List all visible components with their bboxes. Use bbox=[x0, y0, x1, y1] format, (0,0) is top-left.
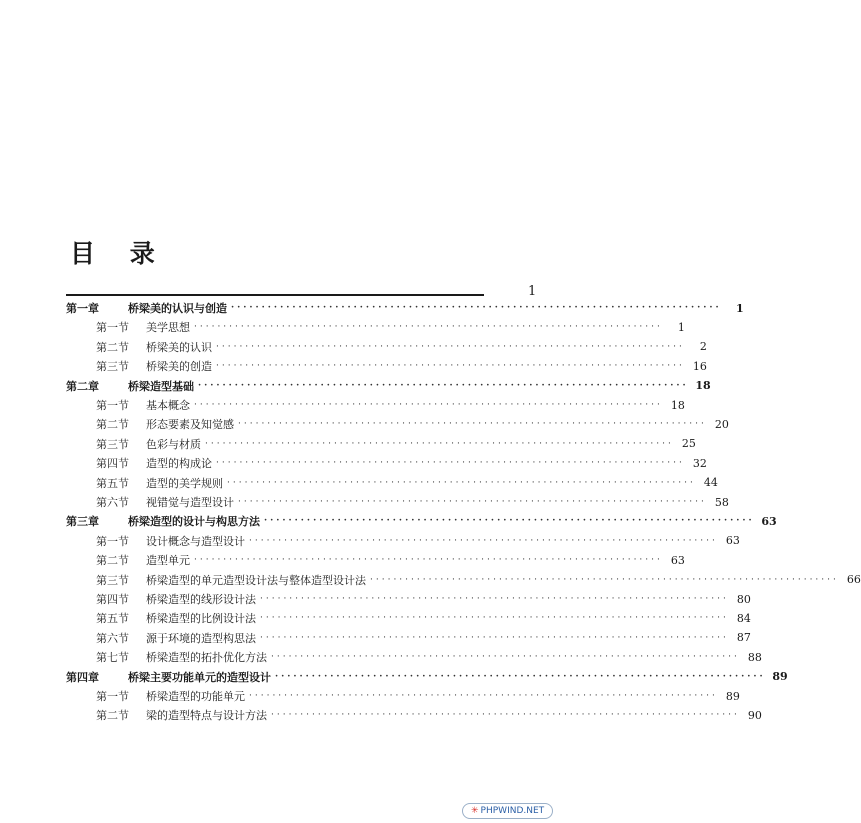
toc-entry-number: 第三节 bbox=[96, 437, 129, 451]
toc-leader-dots: ················································································ bbox=[194, 322, 663, 333]
toc-leader-dots: ················································································ bbox=[271, 710, 740, 721]
toc-entry-page: 63 bbox=[725, 534, 740, 548]
toc-section-row bbox=[96, 688, 740, 704]
toc-leader-dots: ················································································ bbox=[194, 400, 663, 410]
toc-entry-title: 造型单元 bbox=[146, 554, 190, 568]
toc-entry-title: 美学思想 bbox=[146, 321, 190, 335]
toc-entry-title: 桥梁造型的线形设计法 bbox=[146, 593, 256, 606]
toc-chapter-row bbox=[66, 513, 777, 529]
toc-leader-dots: ················································································ bbox=[275, 671, 766, 682]
toc-chapter-row bbox=[66, 669, 788, 685]
toc-entry-title: 造型的构成论 bbox=[146, 457, 212, 471]
toc-entry-number: 第四节 bbox=[96, 593, 129, 606]
toc-entry-title: 桥梁造型基础 bbox=[128, 379, 194, 393]
toc-leader-dots: ················································································ bbox=[249, 535, 718, 546]
toc-leader-dots: ················································································ bbox=[260, 613, 729, 624]
toc-section-row bbox=[96, 572, 861, 588]
toc-leader-dots: ················································································ bbox=[238, 419, 707, 430]
toc-leader-dots: ················································································ bbox=[216, 361, 685, 372]
toc-chapter-row bbox=[66, 378, 711, 394]
toc-entry-number: 第七节 bbox=[96, 651, 129, 665]
toc-entry-number: 第五节 bbox=[96, 612, 129, 626]
toc-entry-page: 89 bbox=[772, 670, 788, 684]
toc-entry-page: 20 bbox=[714, 417, 729, 431]
star-icon: ✳ bbox=[471, 806, 479, 816]
toc-entry-number: 第三章 bbox=[66, 515, 99, 529]
toc-leader-dots: ················································································ bbox=[260, 632, 729, 643]
toc-leader-dots: ················································································ bbox=[271, 652, 740, 663]
toc-entry-page: 80 bbox=[736, 592, 751, 606]
toc-entry-page: 16 bbox=[692, 359, 707, 373]
toc-entry-page: 88 bbox=[747, 650, 762, 664]
toc-entry-page: 84 bbox=[736, 611, 751, 625]
toc-entry-page: 32 bbox=[692, 456, 707, 470]
toc-leader-dots: ················································································ bbox=[216, 341, 685, 352]
toc-entry-title: 桥梁美的认识 bbox=[146, 340, 212, 354]
toc-entry-title: 桥梁造型的设计与构思方法 bbox=[128, 515, 260, 529]
toc-section-row bbox=[96, 707, 762, 723]
toc-section-row bbox=[96, 436, 696, 452]
toc-section-row bbox=[96, 339, 707, 355]
toc-entry-title: 源于环境的造型构思法 bbox=[146, 631, 256, 645]
toc-entry-title: 造型的美学规则 bbox=[146, 476, 223, 490]
toc-entry-number: 第六节 bbox=[96, 631, 129, 645]
toc-entry-page: 63 bbox=[670, 553, 685, 567]
toc-entry-number: 第二节 bbox=[96, 418, 129, 432]
toc-entry-title: 视错觉与造型设计 bbox=[146, 496, 234, 509]
toc-entry-number: 第一节 bbox=[96, 399, 129, 412]
toc-entry-number: 第五节 bbox=[96, 476, 129, 490]
toc-entry-page: 18 bbox=[670, 398, 685, 412]
toc-entry-page: 1 bbox=[677, 320, 685, 334]
toc-section-row bbox=[96, 397, 685, 413]
toc-leader-dots: ················································································ bbox=[231, 303, 722, 313]
watermark-logo bbox=[462, 803, 553, 819]
toc-entry-title: 形态要素及知觉感 bbox=[146, 418, 234, 432]
toc-entry-number: 第二节 bbox=[96, 709, 129, 723]
toc-entry-number: 第四节 bbox=[96, 457, 129, 471]
toc-entry-number: 第二节 bbox=[96, 340, 129, 354]
toc-entry-title: 桥梁造型的功能单元 bbox=[146, 690, 245, 703]
toc-section-row bbox=[96, 475, 718, 491]
title-rule bbox=[66, 294, 484, 296]
toc-section-row bbox=[96, 533, 740, 549]
toc-entry-number: 第六节 bbox=[96, 496, 129, 509]
toc-entry-title: 基本概念 bbox=[146, 399, 190, 412]
toc-leader-dots: ················································································ bbox=[370, 574, 839, 585]
toc-entry-page: 1 bbox=[736, 301, 744, 315]
toc-section-row bbox=[96, 630, 751, 646]
toc-section-row bbox=[96, 552, 685, 568]
page-number: 1 bbox=[528, 284, 537, 299]
toc-entry-number: 第三节 bbox=[96, 360, 129, 374]
toc-section-row bbox=[96, 416, 729, 432]
toc-section-row bbox=[96, 319, 685, 335]
toc-entry-page: 44 bbox=[703, 476, 718, 490]
toc-entry-number: 第三节 bbox=[96, 573, 129, 587]
toc-leader-dots: ················································································ bbox=[205, 438, 674, 449]
toc-entry-title: 色彩与材质 bbox=[146, 437, 201, 451]
toc-entry-number: 第二节 bbox=[96, 554, 129, 568]
toc-entry-number: 第一节 bbox=[96, 321, 129, 335]
toc-entry-title: 梁的造型特点与设计方法 bbox=[146, 709, 267, 723]
toc-leader-dots: ················································································ bbox=[260, 594, 729, 604]
toc-entry-title: 桥梁美的认识与创造 bbox=[128, 302, 227, 315]
toc-entry-page: 18 bbox=[695, 379, 711, 393]
toc-section-row bbox=[96, 591, 751, 607]
toc-section-row bbox=[96, 455, 707, 471]
toc-entry-title: 桥梁造型的拓扑优化方法 bbox=[146, 651, 267, 665]
toc-section-row bbox=[96, 358, 707, 374]
toc-leader-dots: ················································································ bbox=[249, 691, 718, 701]
toc-entry-number: 第一章 bbox=[66, 302, 99, 315]
toc-leader-dots: ················································································ bbox=[194, 555, 663, 566]
toc-section-row bbox=[96, 649, 762, 665]
toc-leader-dots: ················································································ bbox=[198, 380, 689, 391]
toc-entry-page: 63 bbox=[761, 514, 777, 528]
page-title: 目 录 bbox=[70, 239, 168, 268]
toc-entry-title: 设计概念与造型设计 bbox=[146, 534, 245, 548]
toc-section-row bbox=[96, 494, 729, 510]
toc-entry-title: 桥梁造型的比例设计法 bbox=[146, 612, 256, 626]
toc-entry-title: 桥梁造型的单元造型设计法与整体造型设计法 bbox=[146, 573, 366, 587]
toc-section-row bbox=[96, 610, 751, 626]
toc-leader-dots: ················································································ bbox=[216, 458, 685, 469]
toc-chapter-row bbox=[66, 300, 744, 316]
toc-entry-page: 90 bbox=[747, 708, 762, 722]
toc-entry-title: 桥梁美的创造 bbox=[146, 360, 212, 374]
toc-leader-dots: ················································································ bbox=[238, 497, 707, 507]
toc-leader-dots: ················································································ bbox=[227, 477, 696, 488]
toc-entry-page: 2 bbox=[699, 340, 707, 354]
toc-leader-dots: ················································································ bbox=[264, 516, 755, 527]
toc-entry-number: 第一节 bbox=[96, 534, 129, 548]
toc-entry-title: 桥梁主要功能单元的造型设计 bbox=[128, 670, 271, 684]
toc-entry-page: 89 bbox=[725, 689, 740, 703]
toc-entry-page: 87 bbox=[736, 631, 751, 645]
watermark-text: PHPWIND.NET bbox=[480, 806, 545, 816]
toc-entry-page: 66 bbox=[846, 573, 861, 587]
toc-entry-page: 58 bbox=[714, 495, 729, 509]
toc-entry-number: 第四章 bbox=[66, 670, 99, 684]
toc-entry-number: 第二章 bbox=[66, 379, 99, 393]
toc-entry-number: 第一节 bbox=[96, 690, 129, 703]
toc-entry-page: 25 bbox=[681, 437, 696, 451]
